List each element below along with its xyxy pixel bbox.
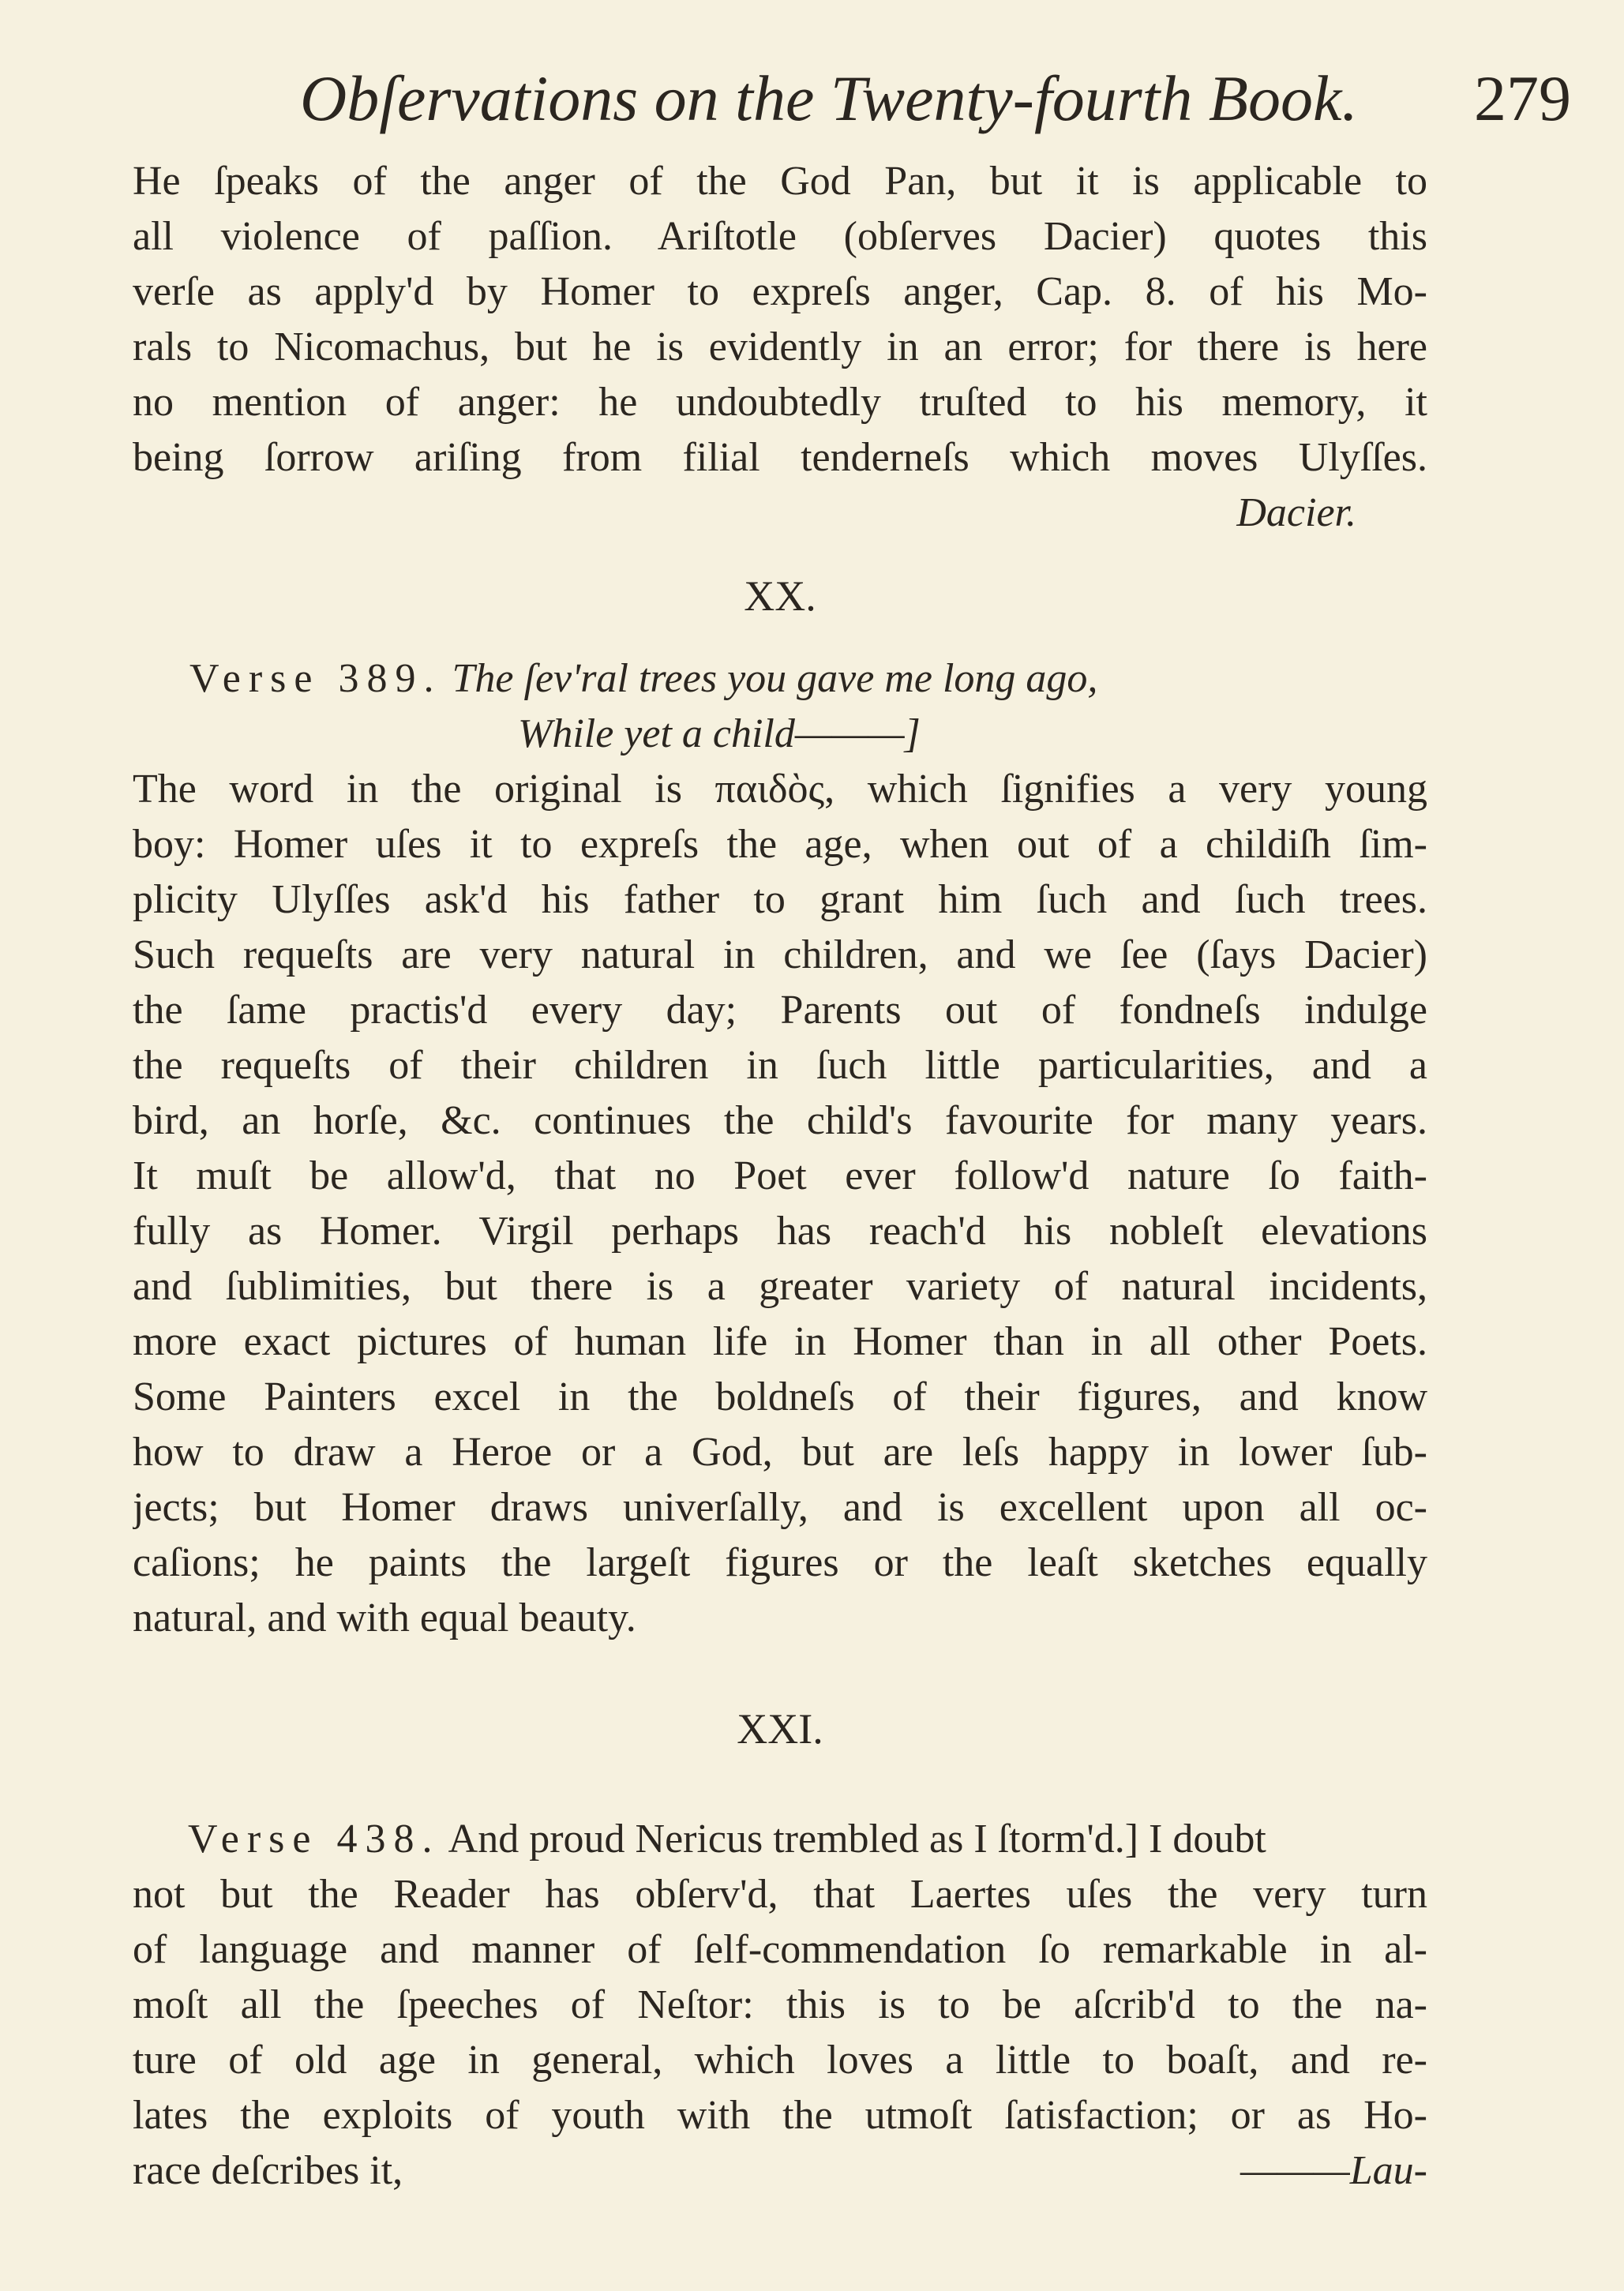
verse-quote-438: And proud Nericus trembled as I ſtorm'd.] I doubt bbox=[448, 1817, 1266, 1862]
verse-label-389: Verse 389. bbox=[189, 656, 442, 701]
text-line: the requeſts of their children in ſuch little particularities, and a bbox=[133, 1043, 1427, 1088]
spacer bbox=[133, 624, 1427, 651]
text-line: more exact pictures of human life in Homer than in all other Poets. bbox=[133, 1319, 1427, 1364]
text-line: He ſpeaks of the anger of the God Pan, but it is applicable to bbox=[133, 159, 1427, 204]
text-line: plicity Ulyſſes ask'd his father to grant him ſuch and ſuch trees. bbox=[133, 877, 1427, 922]
verse-label-438: Verse 438. bbox=[188, 1817, 441, 1862]
text-line: all violence of paſſion. Ariſtotle (obſerves Dacier) quotes this bbox=[133, 214, 1427, 259]
text-line: not but the Reader has obſerv'd, that Laertes uſes the very turn bbox=[133, 1872, 1427, 1917]
text-line: Such requeſts are very natural in children, and we ſee (ſays Dacier) bbox=[133, 932, 1427, 977]
text-line: how to draw a Heroe or a God, but are leſs happy in lower ſub- bbox=[133, 1430, 1427, 1475]
text-line: Some Painters excel in the boldneſs of their figures, and know bbox=[133, 1374, 1427, 1419]
last-line-left: race deſcribes it, bbox=[133, 2148, 403, 2193]
intro-attribution: Dacier. bbox=[1236, 490, 1356, 535]
section-heading-xxi: XXI. bbox=[737, 1705, 823, 1753]
text-line: being ſorrow ariſing from filial tenderneſs which moves Ulyſſes. bbox=[133, 435, 1427, 480]
text-line: moſt all the ſpeeches of Neſtor: this is to be aſcrib'd to the na- bbox=[133, 1982, 1427, 2027]
spacer bbox=[133, 1757, 1427, 1812]
text-line: It muſt be allow'd, that no Poet ever follow'd nature ſo faith- bbox=[133, 1153, 1427, 1198]
text-line: jects; but Homer draws univerſally, and is excellent upon all oc- bbox=[133, 1485, 1427, 1530]
text-line: of language and manner of ſelf-commendation ſo remarkable in al- bbox=[133, 1927, 1427, 1972]
text-line: boy: Homer uſes it to expreſs the age, when out of a childiſh ſim- bbox=[133, 822, 1427, 867]
page-header bbox=[134, 55, 1579, 142]
section-xxi-paragraph bbox=[133, 1867, 1427, 2143]
text-line: ture of old age in general, which loves a little to boaſt, and re- bbox=[133, 2038, 1427, 2083]
text-line: the ſame practis'd every day; Parents out of fondneſs indulge bbox=[133, 988, 1427, 1033]
section-xx-paragraph bbox=[133, 762, 1427, 1646]
text-line: rals to Nicomachus, but he is evidently in an error; for there is here bbox=[133, 324, 1427, 369]
text-line: natural, and with equal beauty. bbox=[133, 1595, 636, 1640]
running-title: Obſervations on the Twenty-fourth Book. bbox=[300, 62, 1358, 134]
spacer bbox=[133, 541, 1427, 568]
text-line: and ſublimities, but there is a greater variety of natural incidents, bbox=[133, 1264, 1427, 1309]
text-line: fully as Homer. Virgil perhaps has reach'd his nobleſt elevations bbox=[133, 1209, 1427, 1254]
last-line-right: ———Lau- bbox=[1240, 2148, 1427, 2193]
text-line: bird, an horſe, &c. continues the child's favourite for many years. bbox=[133, 1098, 1427, 1143]
text-line: caſions; he paints the largeſt figures or the leaſt sketches equally bbox=[133, 1540, 1427, 1585]
section-heading-xx: XX. bbox=[744, 572, 816, 620]
verse-quote-389-b: While yet a child———] bbox=[518, 711, 921, 756]
verse-line-438 bbox=[133, 1812, 1427, 1867]
last-line bbox=[133, 2143, 1427, 2199]
intro-paragraph bbox=[133, 154, 1427, 486]
body-text bbox=[133, 154, 1427, 2199]
page-number: 279 bbox=[1474, 62, 1571, 134]
verse-line-389 bbox=[133, 651, 1427, 707]
text-line: lates the exploits of youth with the utmoſt ſatisfaction; or as Ho- bbox=[133, 2093, 1427, 2138]
text-line: no mention of anger: he undoubtedly truſted to his memory, it bbox=[133, 380, 1427, 425]
text-line: verſe as apply'd by Homer to expreſs anger, Cap. 8. of his Mo- bbox=[133, 269, 1427, 314]
verse-quote-389-a: The ſev'ral trees you gave me long ago, bbox=[452, 656, 1098, 701]
text-line: The word in the original is παιδὸς, which ſignifies a very young bbox=[133, 767, 1427, 812]
spacer bbox=[133, 1646, 1427, 1701]
